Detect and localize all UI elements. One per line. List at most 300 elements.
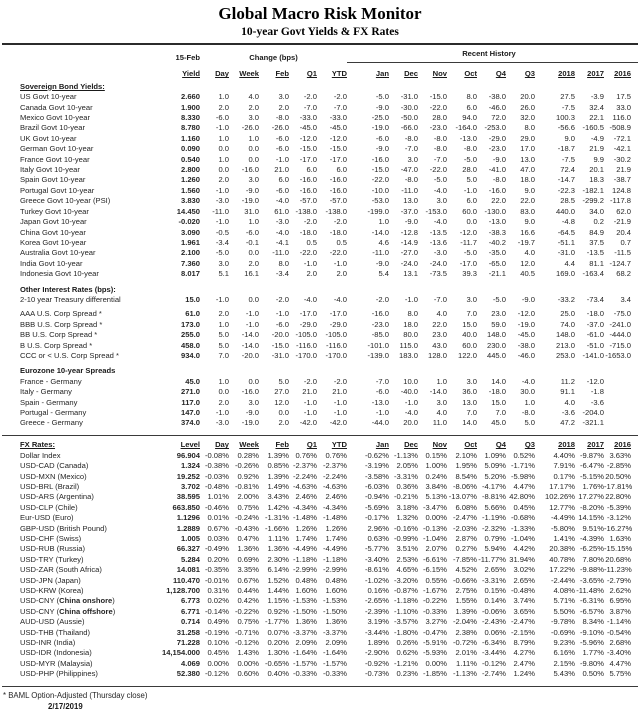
value-cell: -0.48%: [204, 481, 229, 491]
value-cell: 43.0: [432, 340, 447, 350]
value-cell: 6.0: [466, 102, 477, 112]
section-header-row: [2, 285, 638, 295]
value-cell: 1,128.700: [166, 586, 200, 595]
value-cell: 20.50%: [605, 471, 631, 481]
value-cell: 9.0: [564, 133, 575, 143]
value-cell: -1.80%: [393, 627, 418, 637]
value-cell: -16.0: [241, 165, 259, 175]
value-cell: 2.0: [278, 102, 289, 112]
value-cell: -1.0: [375, 408, 389, 417]
value-cell: -2.04%: [452, 617, 477, 627]
value-cell: 2.62%: [609, 586, 631, 595]
value-cell: -1.53%: [322, 596, 347, 606]
value-cell: -57.0: [329, 196, 347, 206]
value-cell: 59.0: [491, 319, 506, 329]
table-row: [2, 648, 638, 658]
column-header: Dec: [404, 69, 418, 79]
value-cell: -1.14%: [606, 617, 631, 627]
value-cell: 3.74%: [513, 596, 535, 606]
value-cell: -4.0: [404, 408, 418, 417]
column-header: Q1: [289, 436, 317, 451]
value-cell: -0.06%: [481, 606, 506, 616]
value-cell: -3.65%: [579, 575, 604, 585]
column-header: Q4: [477, 436, 506, 451]
value-cell: -72.1: [613, 133, 631, 143]
value-cell: -22.0: [429, 165, 447, 175]
value-cell: 0.23%: [396, 669, 418, 679]
value-cell: -4.49%: [322, 544, 347, 554]
row-label: USD-CNY (China offshore): [20, 606, 116, 616]
value-cell: -0.46%: [204, 502, 229, 512]
value-cell: 18.3: [589, 175, 604, 185]
table-row: [2, 408, 638, 418]
value-cell: -9.10%: [579, 627, 604, 637]
value-cell: 4.65%: [396, 565, 418, 575]
value-cell: -1.0: [463, 185, 477, 195]
value-cell: -38.3: [488, 227, 506, 237]
value-cell: -66.0: [400, 123, 418, 133]
value-cell: -11.0: [372, 248, 389, 258]
value-cell: 0.0: [248, 144, 259, 154]
value-cell: -11.77%: [478, 554, 506, 564]
value-cell: 183.0: [398, 350, 418, 360]
row-label: USD-IDR (Indonesia): [20, 648, 92, 658]
value-cell: -24.0: [429, 258, 447, 268]
value-cell: -40.2: [488, 237, 506, 247]
value-cell: -1.48%: [292, 513, 317, 523]
value-cell: 13.1: [403, 269, 418, 279]
value-cell: -8.0: [275, 113, 289, 123]
value-cell: -5.91%: [422, 638, 447, 648]
value-cell: -29.0: [329, 319, 347, 329]
value-cell: -5.0: [375, 92, 389, 102]
section-header: Eurozone 10-year Spreads: [20, 366, 116, 376]
value-cell: 148.0: [555, 330, 575, 340]
value-cell: 0.79%: [484, 533, 506, 543]
value-cell: 4.08%: [553, 586, 575, 595]
value-cell: -1.21%: [393, 658, 418, 668]
value-cell: 5.50%: [553, 606, 575, 616]
value-cell: -0.49%: [204, 544, 229, 554]
value-cell: 0.55%: [425, 575, 447, 585]
value-cell: 72.0: [491, 113, 506, 123]
value-cell: 3.84%: [425, 481, 447, 491]
value-cell: [604, 377, 638, 387]
value-cell: -1.31%: [264, 513, 289, 523]
value-cell: -1.50%: [292, 606, 317, 616]
value-cell: 7.0: [466, 408, 477, 417]
value-cell: 5.0: [524, 418, 535, 428]
value-cell: -170.0: [295, 350, 317, 360]
value-cell: -3.4: [275, 269, 289, 279]
value-cell: 31.258: [176, 627, 200, 637]
value-cell: 2.09%: [295, 638, 317, 648]
value-cell: -0.47%: [422, 627, 447, 637]
value-cell: 62.0: [616, 206, 631, 216]
value-cell: 0.17%: [553, 471, 575, 481]
value-cell: -3.44%: [364, 627, 389, 637]
value-cell: 3.27%: [425, 617, 447, 627]
row-label: USD-MXN (Mexico): [20, 471, 87, 481]
row-label: Indonesia Govt 10-year: [20, 269, 99, 279]
value-cell: 10.0: [403, 376, 418, 386]
section-header: FX Rates:: [20, 440, 56, 450]
row-label: USD-CNY (China onshore): [20, 596, 115, 606]
row-label: China Govt 10-year: [20, 227, 86, 237]
value-cell: -7.0: [333, 102, 347, 112]
value-cell: 5.75%: [609, 669, 631, 679]
value-cell: -2.47%: [510, 617, 535, 627]
value-cell: -116.0: [326, 340, 347, 350]
value-cell: -17.0: [329, 154, 347, 164]
value-cell: -0.62%: [364, 450, 389, 460]
column-header-spacer: [2, 63, 146, 82]
value-cell: -6.34%: [481, 638, 506, 648]
column-header: Yield: [182, 69, 200, 79]
value-cell: -16.0: [299, 185, 317, 195]
value-cell: 0.03%: [207, 533, 229, 543]
column-header: Q4: [495, 69, 506, 79]
value-cell: 4.0: [564, 397, 575, 407]
value-cell: 1.76%: [582, 481, 604, 491]
value-cell: 2.07%: [425, 544, 447, 554]
value-cell: 96.904: [176, 450, 200, 460]
value-cell: -4.0: [333, 294, 347, 304]
value-cell: -253.0: [484, 123, 506, 133]
value-cell: -16.0: [299, 175, 317, 185]
value-cell: -153.0: [425, 206, 447, 216]
value-cell: 18.0: [520, 175, 535, 185]
value-cell: [604, 418, 638, 428]
value-cell: -2.74%: [481, 669, 506, 679]
value-cell: 0.27%: [455, 544, 477, 554]
row-label: AAA U.S. Corp Spread *: [20, 309, 102, 319]
value-cell: -15.15%: [604, 544, 633, 554]
column-header: Week: [239, 69, 259, 79]
value-cell: -2.24%: [322, 471, 347, 481]
value-cell: 4.47%: [513, 481, 535, 491]
value-cell: -1.0: [404, 397, 418, 407]
value-cell: -14.0: [371, 227, 389, 237]
value-cell: 1.41%: [553, 533, 575, 543]
value-cell: -45.0: [299, 123, 317, 133]
value-cell: 6.0: [336, 165, 347, 175]
row-label: German Govt 10-year: [20, 144, 94, 154]
value-cell: 8.0: [524, 123, 535, 133]
value-cell: 0.75%: [237, 617, 259, 627]
value-cell: -3.0: [433, 248, 447, 258]
value-cell: 1.60%: [325, 586, 347, 595]
value-cell: -1.77%: [264, 617, 289, 627]
value-cell: -163.4: [582, 269, 604, 279]
value-cell: 2.65%: [513, 575, 535, 585]
value-cell: -3.31%: [393, 471, 418, 481]
value-cell: 1.160: [180, 133, 200, 143]
value-cell: -22.0: [371, 175, 389, 185]
value-cell: -124.7: [609, 258, 631, 268]
value-cell: -139.0: [367, 350, 389, 360]
value-cell: -1.0: [215, 294, 229, 304]
value-cell: 1.39%: [267, 450, 289, 460]
row-label: Dollar Index: [20, 450, 61, 460]
value-cell: -16.0: [329, 175, 347, 185]
value-cell: -1.50%: [322, 606, 347, 616]
value-cell: -4.49%: [292, 544, 317, 554]
value-cell: -5.0: [463, 248, 477, 258]
value-cell: -7.0: [375, 376, 389, 386]
row-label: USD-BRL (Brazil): [20, 481, 80, 491]
value-cell: 21.0: [332, 387, 347, 397]
value-cell: -38.0: [488, 92, 506, 102]
value-cell: 2.96%: [367, 523, 389, 533]
value-cell: 458.0: [180, 340, 200, 350]
value-cell: -22.3: [557, 185, 575, 195]
table-row: [2, 103, 638, 113]
value-cell: -11.5: [614, 248, 631, 258]
value-cell: -1.64%: [322, 648, 347, 658]
value-cell: 45.0: [491, 418, 506, 428]
value-cell: 0.0: [218, 165, 229, 175]
value-cell: -8.0: [521, 408, 535, 417]
value-cell: 1.44%: [267, 586, 289, 595]
value-cell: 0.44%: [237, 586, 259, 595]
value-cell: -16.0: [329, 185, 347, 195]
value-cell: 4.0: [436, 309, 447, 319]
value-cell: -2.90%: [364, 648, 389, 658]
value-cell: -11.0: [401, 185, 418, 195]
value-cell: -4.0: [303, 294, 317, 304]
value-cell: -299.2: [582, 196, 604, 206]
value-cell: 2.0: [306, 269, 317, 279]
value-cell: 3.0: [466, 376, 477, 386]
column-header: Oct: [447, 436, 477, 451]
value-cell: 0.2: [593, 217, 604, 227]
value-cell: -1.18%: [322, 554, 347, 564]
value-cell: 3.87%: [609, 606, 631, 616]
value-cell: -53.0: [371, 196, 389, 206]
value-cell: -4.0: [521, 376, 535, 386]
value-cell: 12.77%: [549, 502, 575, 512]
value-cell: 4.0: [524, 248, 535, 258]
value-cell: -4.9: [590, 133, 604, 143]
value-cell: -0.12%: [204, 669, 229, 679]
value-cell: 0.67%: [207, 523, 229, 533]
value-cell: 0.76%: [325, 450, 347, 460]
value-cell: 173.0: [180, 319, 200, 329]
value-cell: 0.62%: [396, 648, 418, 658]
value-cell: 1.60%: [295, 586, 317, 595]
value-cell: -7.85%: [452, 554, 477, 564]
value-cell: -0.5: [215, 227, 229, 237]
value-cell: 9.0: [524, 185, 535, 195]
value-cell: -2.0: [303, 92, 317, 102]
value-cell: -11.23%: [604, 565, 632, 575]
table-row: [2, 175, 638, 185]
value-cell: -5.77%: [364, 544, 389, 554]
value-cell: 1.26%: [325, 523, 347, 533]
value-cell: 0.15%: [484, 586, 506, 595]
page-subtitle: 10-year Govt Yields & FX Rates: [241, 26, 399, 38]
value-cell: -0.14%: [204, 606, 229, 616]
row-label: Italy - Germany: [20, 387, 72, 397]
value-cell: -37.0: [586, 319, 604, 329]
value-cell: 5.0: [218, 340, 229, 350]
value-cell: -1.04%: [422, 533, 447, 543]
value-cell: -0.33%: [292, 669, 317, 679]
table-row: [2, 320, 638, 330]
value-cell: 1.005: [180, 533, 200, 543]
value-cell: 2.0: [218, 309, 229, 319]
value-cell: -6.47%: [579, 461, 604, 471]
value-cell: [604, 398, 638, 408]
value-cell: 0.00%: [425, 513, 447, 523]
value-cell: 3.4: [620, 294, 631, 304]
value-cell: -4.0: [275, 227, 289, 237]
row-label: Australia Govt 10-year: [20, 248, 96, 258]
value-cell: 31.0: [244, 206, 259, 216]
value-cell: 22.0: [432, 319, 447, 329]
value-cell: 4.069: [180, 658, 200, 668]
value-cell: -21.9: [613, 217, 631, 227]
value-cell: 14.0: [462, 418, 477, 428]
value-cell: -47.0: [400, 165, 418, 175]
value-cell: -8.81%: [481, 492, 506, 502]
value-cell: -5.80%: [550, 523, 575, 533]
value-cell: -33.2: [557, 294, 575, 304]
value-cell: 45.0: [185, 376, 200, 386]
value-cell: -22.0: [299, 248, 317, 258]
value-cell: -4.1: [275, 237, 289, 247]
value-cell: 0.75%: [237, 502, 259, 512]
column-header: 2016: [604, 436, 638, 451]
value-cell: 80.0: [403, 330, 418, 340]
value-cell: -0.35%: [204, 565, 229, 575]
value-cell: -15.0: [299, 144, 317, 154]
value-cell: 2.87%: [455, 533, 477, 543]
value-cell: -0.17%: [364, 513, 389, 523]
value-cell: 0.0: [218, 144, 229, 154]
value-cell: 21.9: [616, 165, 631, 175]
table-row: [2, 461, 638, 471]
value-cell: -18.0: [488, 387, 506, 397]
value-cell: 3.0: [436, 196, 447, 206]
value-cell: 374.0: [180, 418, 200, 428]
value-cell: -4.0: [275, 196, 289, 206]
value-cell: 5.4: [378, 269, 389, 279]
value-cell: -6.25%: [579, 544, 604, 554]
table-row: [2, 451, 638, 461]
value-cell: 31.94%: [509, 554, 535, 564]
value-cell: 102.26%: [545, 492, 575, 502]
value-cell: 42.80%: [509, 492, 535, 502]
value-cell: 5.0: [278, 376, 289, 386]
row-label: USD-ZAR (South Africa): [20, 565, 102, 575]
value-cell: -1.0: [215, 123, 229, 133]
table-row: [2, 638, 638, 648]
value-cell: 6.14%: [267, 565, 289, 575]
value-cell: 8.0: [407, 309, 418, 319]
column-header: Feb: [259, 436, 289, 451]
value-cell: -1.19%: [481, 513, 506, 523]
value-cell: 4.27%: [513, 648, 535, 658]
value-cell: 8.79%: [513, 638, 535, 648]
value-cell: -2.0: [333, 92, 347, 102]
value-cell: -12.8: [400, 227, 418, 237]
value-cell: -6.0: [275, 319, 289, 329]
value-cell: -15.0: [429, 92, 447, 102]
value-cell: 6.95%: [609, 596, 631, 606]
value-cell: -30.2: [613, 154, 631, 164]
value-cell: -73.5: [429, 269, 447, 279]
value-cell: -3.20%: [393, 575, 418, 585]
value-cell: 0.00%: [425, 658, 447, 668]
value-cell: 27.0: [274, 387, 289, 397]
value-cell: -42.1: [613, 144, 631, 154]
value-cell: 0.52%: [513, 450, 535, 460]
value-cell: 17.0: [520, 144, 535, 154]
value-cell: 13.0: [403, 196, 418, 206]
change-group-label: Change (bps): [249, 52, 298, 62]
value-cell: -46.0: [517, 350, 535, 360]
value-cell: -9.80%: [579, 658, 604, 668]
value-cell: -26.0: [241, 123, 259, 133]
value-cell: 1.00%: [425, 461, 447, 471]
value-cell: -1.0: [215, 408, 229, 417]
value-cell: -1.02%: [364, 575, 389, 585]
value-cell: -4.8: [561, 217, 575, 227]
value-cell: 4.6: [378, 237, 389, 247]
value-cell: 0.48%: [295, 575, 317, 585]
value-cell: -33.0: [329, 113, 347, 123]
row-label: USD-INR (India): [20, 638, 76, 648]
value-cell: -3.44%: [481, 648, 506, 658]
row-label: Greece - Germany: [20, 418, 83, 428]
value-cell: -38.7: [613, 175, 631, 185]
value-cell: -1.53%: [292, 596, 317, 606]
value-cell: -6.0: [375, 387, 389, 397]
value-cell: 7.80%: [582, 554, 604, 564]
row-label: USD-CHF (Swiss): [20, 533, 82, 543]
value-cell: 28.0: [432, 113, 447, 123]
row-label: Korea Govt 10-year: [20, 237, 87, 247]
table-row: [2, 628, 638, 638]
value-cell: 2.0: [248, 102, 259, 112]
value-cell: 4.40%: [553, 450, 575, 460]
value-cell: 0.76%: [295, 450, 317, 460]
value-cell: -16.0: [371, 154, 389, 164]
value-cell: 1.1296: [176, 513, 200, 523]
value-cell: 1.32%: [396, 513, 418, 523]
value-cell: 15.0: [462, 319, 477, 329]
value-cell: -29.0: [488, 133, 506, 143]
value-cell: 0.07%: [267, 627, 289, 637]
value-cell: 0.5: [336, 237, 347, 247]
value-cell: -1.10%: [393, 606, 418, 616]
value-cell: -17.0: [299, 309, 317, 319]
value-cell: 5.0: [218, 330, 229, 340]
row-label: Mexico Govt 10-year: [20, 113, 91, 123]
value-cell: 1.26%: [295, 523, 317, 533]
value-cell: -0.65%: [264, 658, 289, 668]
value-cell: -9.0: [521, 294, 535, 304]
value-cell: -14.7: [557, 175, 575, 185]
value-cell: -105.0: [295, 330, 317, 340]
value-cell: -5.15%: [579, 471, 604, 481]
column-header: Q3: [506, 436, 535, 451]
value-cell: -14.0: [241, 330, 259, 340]
value-cell: 66.327: [176, 544, 200, 554]
row-label: US Govt 10-year: [20, 92, 77, 102]
